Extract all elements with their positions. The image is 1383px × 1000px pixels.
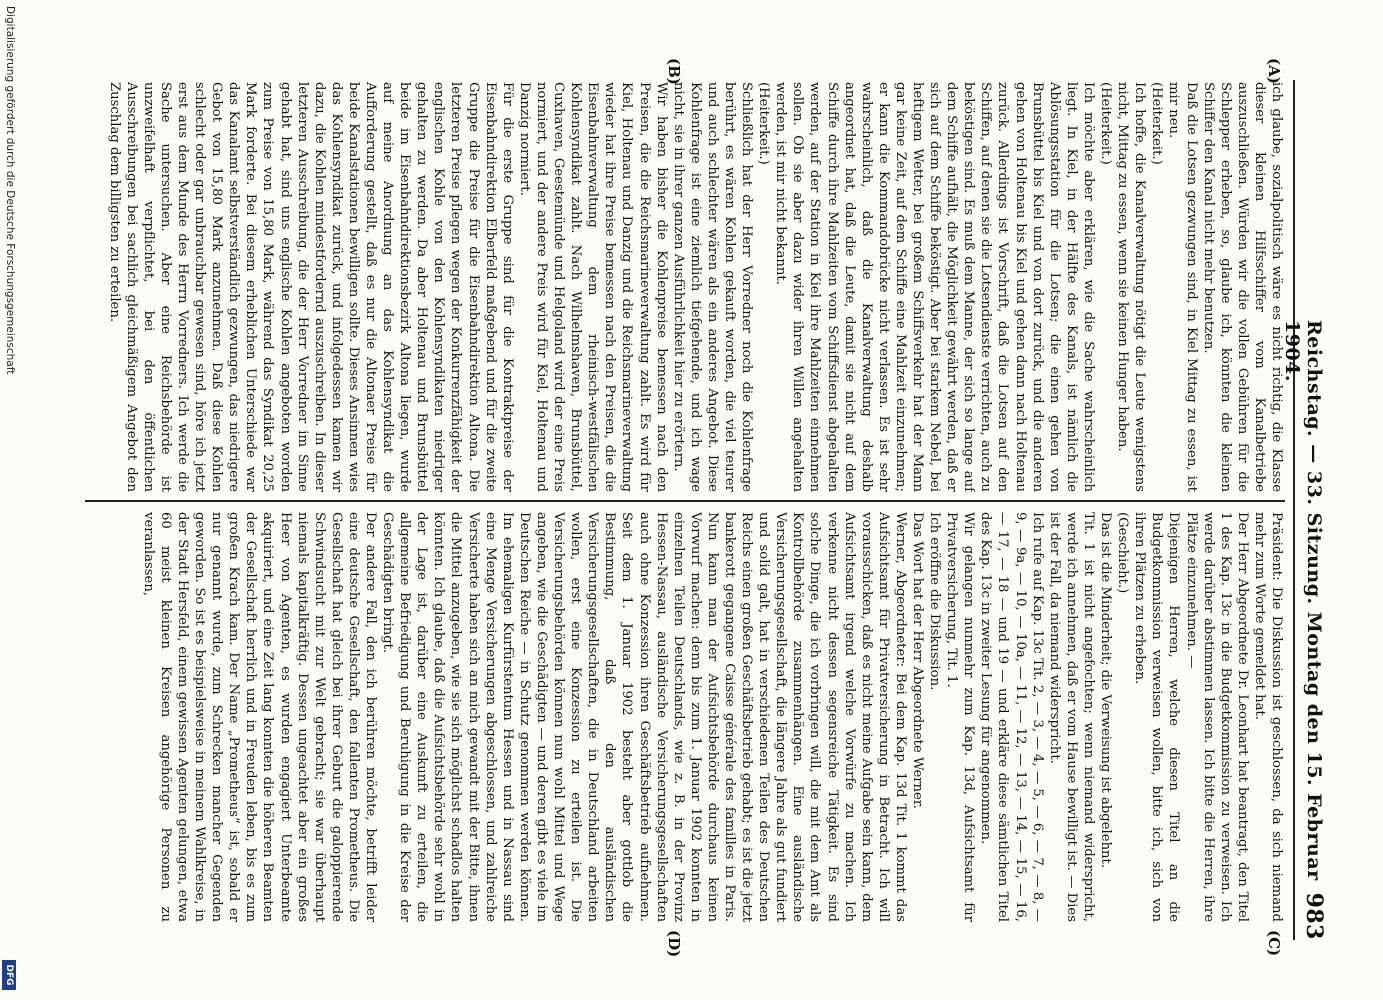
- page-header: [1281, 80, 1331, 940]
- right-column-text: Präsident: Die Diskussion ist geschlossen, da sich niemand mehr zum Worte gemeldet hat. Der Herr Abgeordnete Dr. Leonhart hat beantragt, den Titel 1 des Kap. 13c in die Budgetkommission zu verweisen. Ich werde darüber abstimmen lassen. Ich bitte die Herren, ihre Plätze einzunehmen. — Diejenigen Herren, welche diesen Titel an die Budgetkommission verweisen wollen, bitte ich, sich von ihren Plätzen zu erheben. (Geschieht.) Das ist die Minderheit; die Verweisung ist abgelehnt. Tit. 1 ist nicht angefochten; wenn niemand widerspricht, werde ich annehmen, daß er vom Hause bewilligt ist. — Dies ist der Fall, da niemand widerspricht. Ich rufe auf Kap. 13c Tit. 2, — 3, — 4, — 5, — 6, — 7, — 8, — 9, — 9a, — 10, — 10a, — 11, — 12, — 13, — 14, — 15, — 16, — 17, — 18 — und 19 — und erkläre diese sämtlichen Titel des Kap. 13c in zweiter Lesung für angenommen. Wir gelangen nunmehr zum Kap. 13d, Aufsichtsamt für Privatversicherung, Tit. 1. Ich eröffne die Diskussion. Das Wort hat der Herr Abgeordnete Werner. Werner, Abgeordneter: Bei dem Kap. 13d Tit. 1 kommt das Aufsichtsamt für Privatversicherung in Betracht. Ich will vorausschicken, daß es nicht meine Aufgabe sein kann, dem Aufsichtsamt irgend welche Vorwürfe zu machen. Ich verkenne nicht dessen segensreiche Tätigkeit. Es sind solche Dinge, die ich vorbringen will, die mit dem Amt als Kontrollbehörde zusammenhängen. Eine ausländische Versicherungsgesellschaft, die längere Jahre als gut fundiert und solid galt, hat in verschiedenen Teilen des Deutschen Reichs einen großen Geschäftsbetrieb gehabt; es ist die jetzt bankerott gegangene Caisse générale des familles in Paris. Nun kann man der Aufsichtsbehörde durchaus keinen Vorwurf machen: denn bis zum 1. Januar 1902 konnten in einzelnen Teilen Deutschlands, wie z. B. in der Provinz Hessen-Nassau, ausländische Versicherungsgesellschaften auch ohne Konzession ihren Geschäftsbetrieb aufnehmen. Seit dem 1. Januar 1902 besteht aber gottlob die Bestimmung, daß den ausländischen Versicherungsgesellschaften, die in Deutschland arbeiten wollen, erst eine Konzession zu erteilen ist. Die Versicherungsbehörden können nun wohl Mittel und Wege angeben, wie die Geschädigten — und deren gibt es viele im Deutschen Reiche — in Schutz genommen werden können. Im ehemaligen Kurfürstentum Hessen und in Nassau sind eine Menge Versicherungen abgeschlossen, und zahlreiche Versicherte haben sich an mich gewandt mit der Bitte, ihnen die Mittel anzugeben, wie sie sich möglichst schadlos halten könnten. Ich glaube, daß die Aufsichtsbehörde sehr wohl in der Lage ist, darüber eine Auskunft zu erteilen, die allgemeine Befriedigung und Beruhigung in die Kreise der Geschädigten bringt. Der andere Fall, den ich berühren möchte, betrifft leider eine deutsche Gesellschaft, den fallenten Prometheus. Die Gesellschaft hat gleich bei ihrer Geburt die galoppierende Schwindsucht mit zur Welt gebracht; sie war überhaupt niemals kapitalkräftig. Dessen ungeachtet aber ein großes Heer von Agenten, es wurden engagiert Unterbeamte akquiriert, und eine Zeit lang konnten die höheren Beamten der Gesellschaft herrlich und in Freuden leben, bis es zum großen Krach kam. Der Name „Prometheus“ ist, sobald er nur genannt wurde, zum Schrecken mancher Gegenden geworden. So ist es beispielsweise in meinem Wahlkreise, in der Stadt Hersfeld, einem gewissen Agenten gelungen, etwa 60 meist kleinen Kreisen angehörige Personen zu veranlassen,: [140, 512, 1284, 922]
- margin-marker-d: (D): [665, 930, 683, 958]
- footer-credit: Digitalisierung gefördert durch die Deutsche Forschungsgemeinschaft: [4, 6, 16, 375]
- header-title: Reichstag. — 33. Sitzung. Montag den 15. Februar 1904.: [1281, 320, 1325, 881]
- digitization-footer: [0, 0, 17, 1000]
- margin-marker-a: (A): [1265, 58, 1283, 84]
- left-column-text: ich glaube, sozialpolitisch wäre es nicht richtig, die Klasse dieser kleinen Hilfsschiffer vom Kanalbetriebe auszuschließen. Würden wir die vollen Gebühren für die Schlepper erheben, so, glaube ich, könnten die kleinen Schiffer den Kanal nicht mehr benutzen. Daß die Lotsen gezwungen sind, in Kiel Mittag zu essen, ist mir neu. (Heiterkeit.) Ich hoffe, die Kanalverwaltung nötigt die Leute wenigstens nicht, Mittag zu essen, wenn sie keinen Hunger haben. (Heiterkeit.) Ich möchte aber erklären, wie die Sache wahrscheinlich liegt. In Kiel, in der Hälfte des Kanals, ist nämlich die Ablösungsstation für die Lotsen; die einen gehen von Brunsbüttel bis Kiel und von dort zurück, und die anderen gehen von Holtenau bis Kiel und gehen dann nach Holtenau zurück. Allerdings ist Vorschrift, daß die Lotsen auf den Schiffen, auf denen sie die Lotsendienste verrichten, auch zu beköstigen sind. Es muß dem Manne, der sich so lange auf dem Schiffe aufhält, die Möglichkeit gewährt werden, daß er sich auf dem Schiffe beköstigt. Aber bei starkem Nebel, bei heftigem Wetter, bei großem Schiffsverkehr hat der Mann gar keine Zeit, auf dem Schiffe eine Mahlzeit einzunehmen; er kann die Kommandobrücke nicht verlassen. Es ist sehr wahrscheinlich, daß die Kanalverwaltung deshalb angeordnet hat, daß die Leute, damit sie nicht auf dem Schiffe durch ihre Mahlzeiten vom Schiffsdienst abgehalten werden, auf der Station in Kiel ihre Mahlzeiten einnehmen sollen. Ob sie aber dazu wider ihren Willen angehalten werden, ist mir nicht bekannt. (Heiterkeit.) Schließlich hat der Herr Vorredner noch die Kohlenfrage berührt, es wären Kohlen gekauft worden, die viel teurer und auch schlechter wären als ein anderes Angebot. Diese Kohlenfrage ist eine ziemlich tiefgehende, und ich wage nicht, sie in ihrer ganzen Ausführlichkeit hier zu erörtern. Wir haben bisher die Kohlenpreise bemessen nach den Preisen, die die Reichsmarineverwaltung zahlt. Es wird für Kiel, Holtenau und Danzig und die Reichsmarineverwaltung wieder hat ihre Preise bemessen nach den Preisen, die die Eisenbahnverwaltung dem rheinisch-westfälischen Kohlensyndikat zahlt. Nach Wilhelmshaven, Brunsbüttel, Cuxhaven, Geestemünde und Helgoland wird der eine Preis normiert, und der andere Preis wird für Kiel, Holtenau und Danzig normiert. Für die erste Gruppe sind für die Kontraktpreise der Eisenbahndirektion Elberfeld maßgebend und für die zweite Gruppe die Preise für die Eisenbahndirektion Altona. Die letzteren Preise pflegen wegen der Konkurrenzfähigkeit der englischen Kohle von den Kohlensyndikaten niedriger gehalten zu werden. Da aber Holtenau und Brunsbüttel beide im Eisenbahndirektionsbezirk Altona liegen, wurde auf meine Anordnung an das Kohlensyndikat die Aufforderung gestellt, daß es nur die Altonaer Preise für beide Kanalstationen bewilligen sollte. Dieses Ansinnen wies das Kohlensyndikat zurück, und infolgedessen kamen wir dazu, die Kohlen mindestfordernd auszuschreiben. In dieser letzteren Ausschreibung, die der Herr Vorredner im Sinne gehabt hat, sind uns englische Kohlen angeboten worden zum Preise von 15,80 Mark, während das Syndikat 20,25 Mark forderte. Bei diesem erheblichen Unterschiede war das Kanalamt selbstverständlich gezwungen, das niedrigere Gebot von 15,80 Mark anzunehmen. Daß diese Kohlen schlecht oder gar unbrauchbar gewesen sind, höre ich jetzt erst aus dem Munde des Herrn Vorredners. Ich werde die Sache untersuchen. Aber eine Reichsbehörde ist unzweifelhaft verpflichtet, bei den öffentlichen Ausschreibungen bei sachlich gleichmäßigem Angebot den Zuschlag dem billigsten zu erteilen.: [106, 82, 1284, 492]
- margin-marker-b: (B): [665, 58, 683, 85]
- dfg-logo: DFG: [2, 960, 16, 990]
- margin-marker-c: (C): [1265, 930, 1283, 957]
- column-divider: [85, 500, 1285, 502]
- page-number: 983: [1301, 892, 1327, 940]
